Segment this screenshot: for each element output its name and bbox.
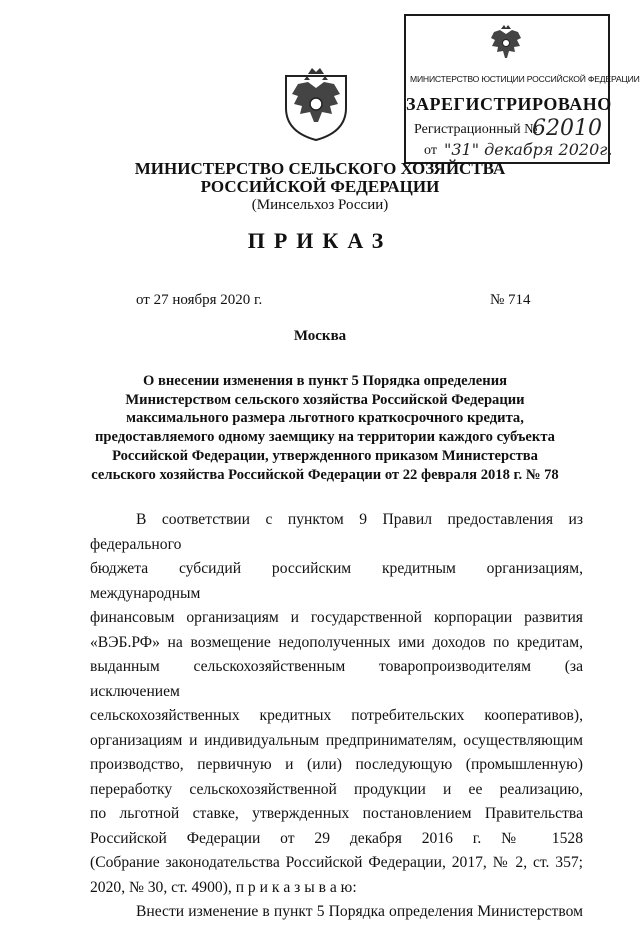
body-line: (Собрание законодательства Российской Федерации, 2017, № 2, ст. 357; [90,854,583,871]
body-line: 2020, № 30, ст. 4900), п р и к а з ы в а ю: [90,878,357,896]
stamp-ministry-name: МИНИСТЕРСТВО ЮСТИЦИИ РОССИЙСКОЙ ФЕДЕРАЦИИ [410,74,640,84]
ministry-name-line-2: РОССИЙСКОЙ ФЕДЕРАЦИИ [200,177,440,196]
stamp-registered-label: ЗАРЕГИСТРИРОВАНО [406,94,612,114]
subject-line: предоставляемого одному заемщику на территории каждого субъекта [95,429,555,446]
stamp-emblem-icon [488,24,524,64]
order-body [90,508,583,925]
ministry-name [0,160,640,196]
subject-line: Министерством сельского хозяйства Российской Федерации [125,391,525,408]
body-line: бюджета субсидий российским кредитным организациям, международным [90,560,583,602]
subject-line: максимального размера льготного краткосрочного кредита, [126,410,524,427]
ministry-short-name: (Минсельхоз России) [251,197,389,213]
ministry-name-line-1: МИНИСТЕРСТВО СЕЛЬСКОГО ХОЗЯЙСТВА [134,159,506,178]
registration-stamp [404,14,640,164]
order-number: № 714 [490,292,531,308]
document-type-title: ПРИКАЗ [247,228,393,253]
stamp-date-value: "31" декабря 2020г. [444,140,613,159]
body-line: «ВЭБ.РФ» на возмещение недополученных ими доходов по кредитам, [90,633,583,651]
body-line: производство, первичную и (или) последующую (промышленную) [90,756,583,773]
body-line: В соответствии с пунктом 9 Правил предоставления из федерального [90,511,583,553]
stamp-date-label: от [424,143,437,158]
body-line: выданным сельскохозяйственным товаропроизводителям (за исключением [90,658,583,700]
subject-line: сельского хозяйства Российской Федерации от 22 февраля 2018 г. № 78 [91,466,559,483]
body-line: Внести изменение в пункт 5 Порядка определения Министерством [136,903,583,920]
stamp-reg-number-label: Регистрационный № [414,122,538,137]
body-line: организациям и индивидуальным предпринимателям, осуществляющим [90,731,583,749]
body-line: Российской Федерации от 29 декабря 2016 г. № 1528 [90,829,583,847]
subject-line: Российской Федерации, утвержденного приказом Министерства [112,447,538,464]
body-line: финансовым организациям и государственной корпорации развития [90,609,583,626]
order-date: от 27 ноября 2020 г. [136,292,263,308]
body-line: переработку сельскохозяйственной продукции и ее реализацию, [90,780,583,798]
stamp-reg-number: 62010 [532,116,602,141]
coat-of-arms-emblem [278,62,354,142]
body-line: сельскохозяйственных кредитных потребительских кооперативов), [90,707,583,724]
body-line: по льготной ставке, утвержденных постановлением Правительства [90,805,583,822]
order-city: Москва [293,328,347,344]
subject-line: О внесении изменения в пункт 5 Порядка определения [142,373,508,389]
order-subject [80,372,570,484]
